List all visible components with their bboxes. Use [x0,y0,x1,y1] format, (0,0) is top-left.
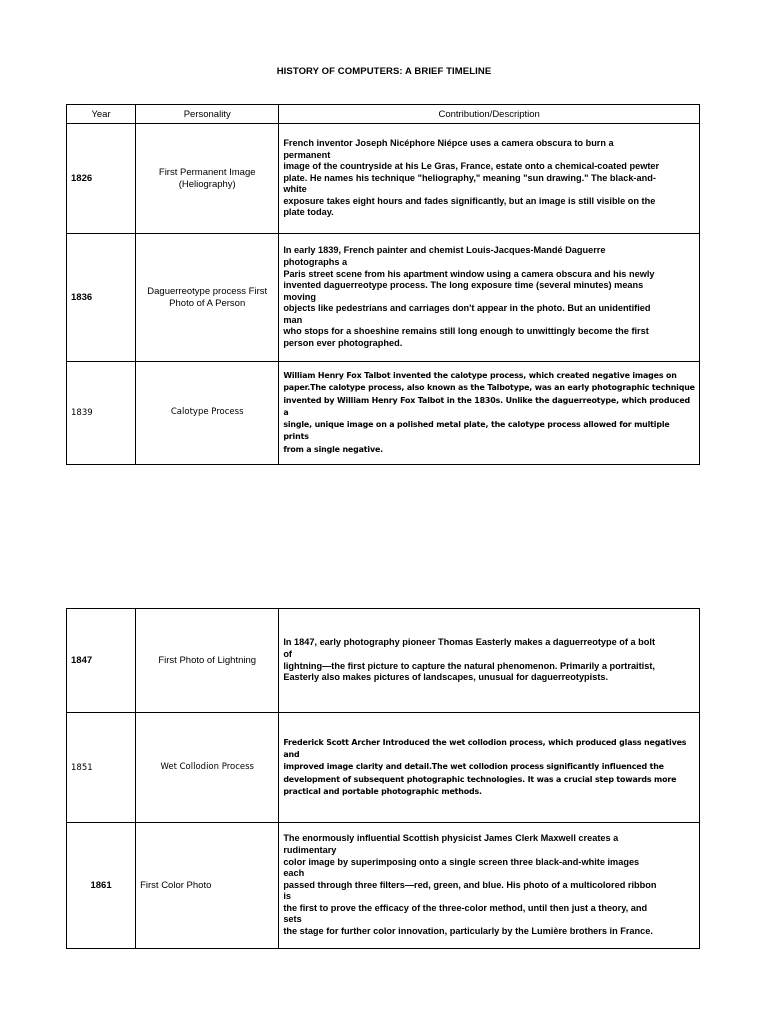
page-title: HISTORY OF COMPUTERS: A BRIEF TIMELINE [276,66,492,77]
year-cell: 1861 [67,823,136,949]
header-personality: Personality [136,105,279,124]
personality-cell: First Photo of Lightning [136,609,279,713]
personality-cell: Daguerreotype process First Photo of A Person [136,234,279,362]
year-cell: 1836 [67,234,136,362]
year-cell: 1851 [67,713,136,823]
table-header-row [67,105,700,124]
description-cell: The enormously influential Scottish physicist James Clerk Maxwell creates a rudimentary color image by superimposing onto a single screen three black-and-white images each passed through three filters—red, green, and blue. His photo of a multicolored ribbon is the first to prove the efficacy of the three-color method, until then just a theory, and sets the stage for further color innovation, particularly by the Lumière brothers in France. [279,823,700,949]
table-row [67,823,700,949]
year-cell: 1847 [67,609,136,713]
year-cell: 1839 [67,362,136,465]
personality-cell: First Permanent Image (Heliography) [136,124,279,234]
timeline-table-part-1 [66,104,700,465]
table-row [67,713,700,823]
description-cell: In early 1839, French painter and chemist Louis-Jacques-Mandé Daguerre photographs a Paris street scene from his apartment window using a camera obscura and his newly invented daguerreotype process. The long exposure time (several minutes) means moving objects like pedestrians and carriages don't appear in the photo. But an unidentified man who stops for a shoeshine remains still long enough to unwittingly become the first person ever photographed. [279,234,700,362]
personality-cell: First Color Photo [136,823,279,949]
description-cell: Frederick Scott Archer Introduced the wet collodion process, which produced glass negatives and improved image clarity and detail.The wet collodion process significantly influenced the development of subsequent photographic technologies. It was a crucial step towards more practical and portable photographic methods. [279,713,700,823]
description-cell: French inventor Joseph Nicéphore Niépce uses a camera obscura to burn a permanent image of the countryside at his Le Gras, France, estate onto a chemical-coated pewter plate. He names his technique "heliography," meaning "sun drawing." The black-and- white exposure takes eight hours and fades significantly, but an image is still visible on the plate today. [279,124,700,234]
description-cell: In 1847, early photography pioneer Thomas Easterly makes a daguerreotype of a bolt of lightning—the first picture to capture the natural phenomenon. Primarily a portraitist, Easterly also makes pictures of landscapes, unusual for daguerreotypists. [279,609,700,713]
table-row [67,609,700,713]
header-description: Contribution/Description [279,105,700,124]
personality-cell: Calotype Process [136,362,279,465]
table-row [67,234,700,362]
description-cell: William Henry Fox Talbot invented the calotype process, which created negative images on paper.The calotype process, also known as the Talbotype, was an early photographic technique invented by William Henry Fox Talbot in the 1830s. Unlike the daguerreotype, which produced a single, unique image on a polished metal plate, the calotype process allowed for multiple prints from a single negative. [279,362,700,465]
timeline-table-part-2 [66,608,700,949]
year-cell: 1826 [67,124,136,234]
header-year: Year [67,105,136,124]
table-row [67,124,700,234]
personality-cell: Wet Collodion Process [136,713,279,823]
table-row [67,362,700,465]
